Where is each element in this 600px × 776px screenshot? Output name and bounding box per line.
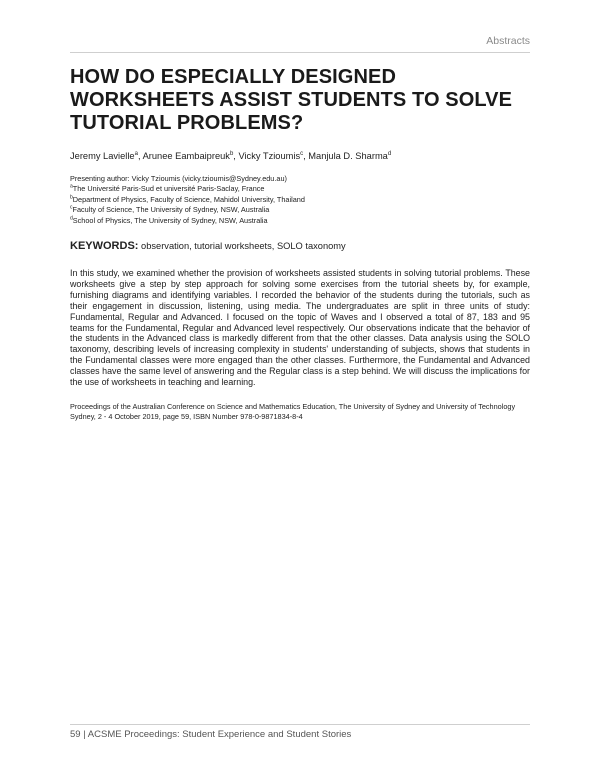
abstract-body: In this study, we examined whether the provision of worksheets assisted students in solving tutorial problems. These worksheets give a step by step approach for solving some exercises from the tutorial sheets by, for example, furnishing diagrams and identifying variables. I recorded the behavior of the students during the tutorials, such as their engagement in discussion, listening, using media. The undergraduates are split in three units of study: Fundamental, Regular and Advanced. I focused on the topic of Waves and I observed a total of 87, 183 and 95 teams for the Fundamental, Regular and Advanced level respectively. Our observations indicate that the behavior of the students in the Advanced class is markedly different from that the other classes. Data analysis using the SOLO taxonomy, describing levels of increasing complexity in students' understanding of subjects, shows that students in the Fundamental classes were more engaged than the other classes. Furthermore, the Fundamental and Advanced classes have the same level of answering and the Regular class is a step behind. We will discuss the implications for the use of worksheets in teaching and learning. [70,268,530,388]
affiliations [70,174,530,226]
footer-rule [70,724,530,725]
presenting-author: Presenting author: Vicky Tzioumis (vicky.tzioumis@Sydney.edu.au) [70,174,287,183]
affiliation: $^a$The Université Paris-Sud et université Paris-Saclay, France [70,183,265,194]
page-footer: 59 | ACSME Proceedings: Student Experience and Student Stories [70,729,352,740]
author: Manjula D. Sharma$^d$ [308,150,392,161]
proceedings-citation: Proceedings of the Australian Conference on Science and Mathematics Education, The University of Sydney and University of Technology Sydney, 2 - 4 October 2019, page 59, ISBN Number 978-0-9871834-8-4 [70,402,516,422]
author: Arunee Eambaipreuk$^b$, [142,150,239,161]
author: Jeremy Lavielle$^a$, [70,150,143,161]
keywords-label: KEYWORDS: [70,240,139,253]
author: Vicky Tzioumis$^c$, [238,150,309,161]
header-rule [70,52,530,53]
affiliation: $^d$School of Physics, The University of Sydney, NSW, Australia [70,215,268,225]
keywords-text: observation, tutorial worksheets, SOLO taxonomy [141,241,346,252]
author-list [70,150,530,162]
content [70,66,530,430]
affiliation: $^c$Faculty of Science, The University of Sydney, NSW, Australia [70,204,270,215]
paper-title: HOW DO ESPECIALLY DESIGNED WORKSHEETS ASSIST STUDENTS TO SOLVE TUTORIAL PROBLEMS? [70,66,513,134]
running-header: Abstracts [486,35,530,47]
affiliation: $^b$Department of Physics, Faculty of Science, Mahidol University, Thailand [70,194,305,204]
keywords [70,240,530,252]
